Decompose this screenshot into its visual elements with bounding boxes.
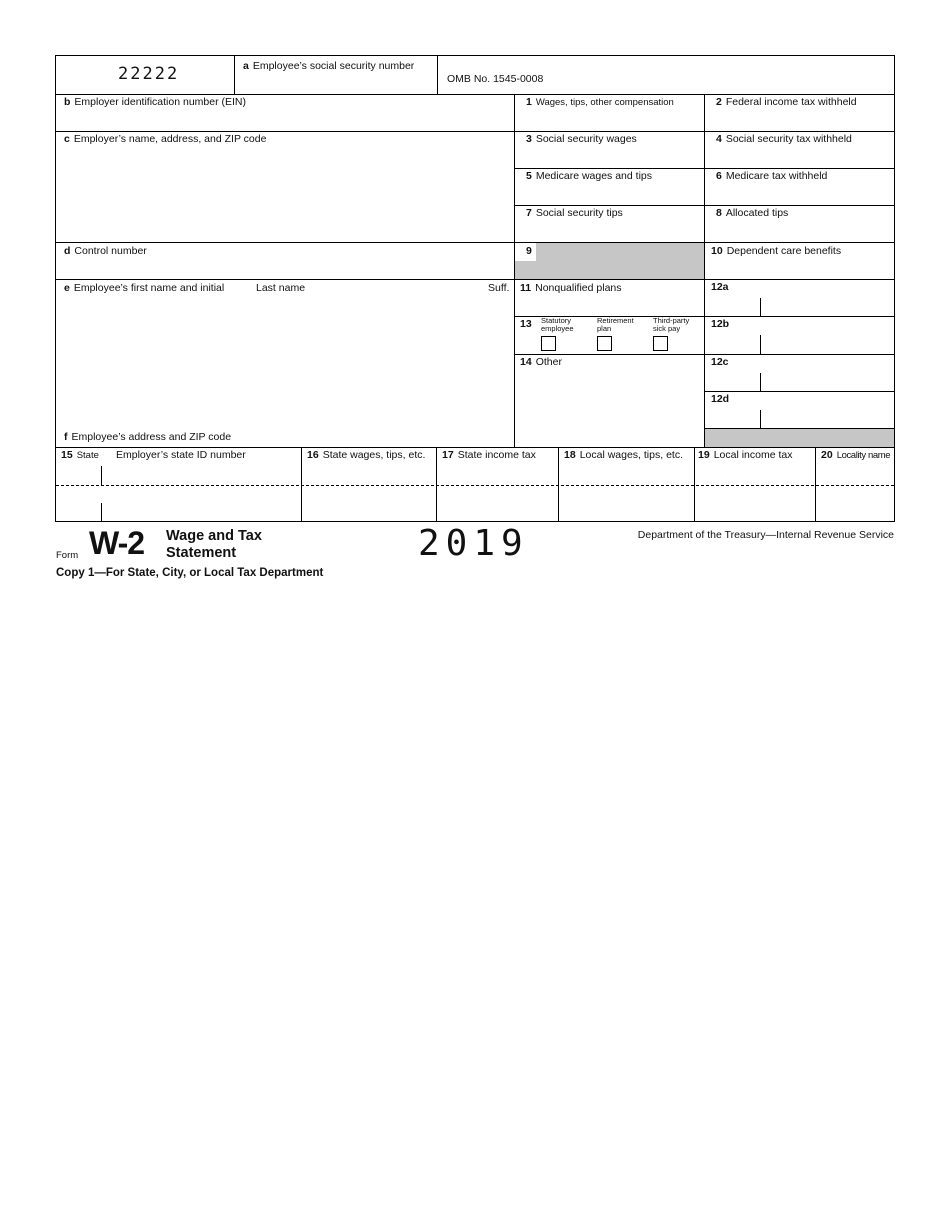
box-12c-code-label <box>710 369 715 385</box>
box-12b-code-label <box>710 331 715 347</box>
form-title: Wage and Tax Statement <box>166 528 262 561</box>
form-name: W-2 <box>89 525 145 561</box>
box-9-shade <box>515 243 704 279</box>
box-12a-label[interactable]: 12a <box>711 281 729 293</box>
box-20-label[interactable]: 20 Locality name <box>821 449 891 461</box>
box-12c-label[interactable]: 12c <box>711 356 729 368</box>
box-12d-label[interactable]: 12d <box>711 393 730 405</box>
void-code: 22222 <box>118 64 180 84</box>
box-18-label[interactable]: 18 Local wages, tips, etc. <box>564 449 683 461</box>
box-b-label[interactable]: b Employer identification number (EIN) <box>64 96 246 108</box>
box-15-state-id-label[interactable]: Employer’s state ID number <box>116 449 246 461</box>
box-f-label[interactable]: f Employee’s address and ZIP code <box>64 431 232 443</box>
box-9-label[interactable]: 9 <box>526 245 532 257</box>
copy-label: Copy 1—For State, City, or Local Tax Department <box>56 567 324 579</box>
box-3-label[interactable]: 3 Social security wages <box>526 133 637 145</box>
retirement-plan-checkbox[interactable] <box>597 336 612 351</box>
third-party-sick-pay-label: Third-party sick pay <box>653 316 690 333</box>
third-party-sick-pay-checkbox[interactable] <box>653 336 668 351</box>
retirement-plan-label: Retirement plan <box>597 316 634 333</box>
box-12b-label[interactable]: 12b <box>711 318 730 330</box>
box-14-label[interactable]: 14 Other <box>520 356 562 368</box>
box-d-label[interactable]: d Control number <box>64 245 147 257</box>
box-12-shade <box>705 429 894 447</box>
w2-form <box>55 55 895 522</box>
box-17-label[interactable]: 17 State income tax <box>442 449 536 461</box>
box-6-label[interactable]: 6 Medicare tax withheld <box>716 170 828 182</box>
statutory-employee-checkbox[interactable] <box>541 336 556 351</box>
box-c-label[interactable]: c Employer’s name, address, and ZIP code <box>64 133 267 145</box>
department-label: Department of the Treasury—Internal Revenue Service <box>637 529 894 541</box>
box-4-label[interactable]: 4 Social security tax withheld <box>716 133 852 145</box>
box-1-label[interactable]: 1 Wages, tips, other compensation <box>526 96 674 108</box>
box-11-label[interactable]: 11 Nonqualified plans <box>520 282 622 294</box>
box-16-label[interactable]: 16 State wages, tips, etc. <box>307 449 426 461</box>
box-12a-code-label <box>710 294 715 310</box>
tax-year: 2019 <box>418 523 529 564</box>
box-19-label[interactable]: 19 Local income tax <box>698 449 793 461</box>
box-13-label: 13 <box>520 318 532 330</box>
box-e-label[interactable]: e Employee’s first name and initial <box>64 282 225 294</box>
form-word: Form <box>56 550 79 561</box>
box-a-label[interactable]: a Employee’s social security number <box>243 60 415 72</box>
box-15-label[interactable]: 15 State <box>61 449 99 461</box>
box-7-label[interactable]: 7 Social security tips <box>526 207 623 219</box>
box-e-suffix: Suff. <box>488 282 510 294</box>
box-12d-code-label <box>710 406 715 422</box>
box-8-label[interactable]: 8 Allocated tips <box>716 207 789 219</box>
box-10-label[interactable]: 10 Dependent care benefits <box>711 245 842 257</box>
omb-number: OMB No. 1545-0008 <box>447 73 544 85</box>
box-e-last-name: Last name <box>256 282 306 294</box>
box-2-label[interactable]: 2 Federal income tax withheld <box>716 96 857 108</box>
statutory-employee-label: Statutory employee <box>541 316 574 333</box>
box-5-label[interactable]: 5 Medicare wages and tips <box>526 170 652 182</box>
